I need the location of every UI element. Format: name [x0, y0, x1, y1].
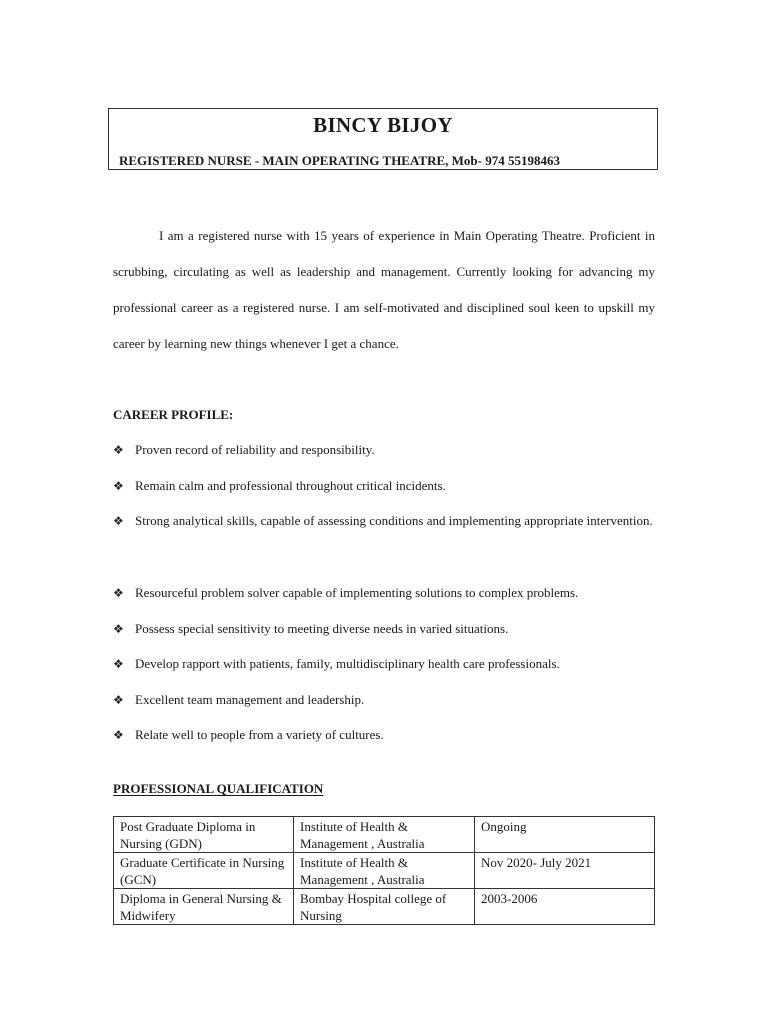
table-cell-period: 2003-2006	[475, 889, 655, 925]
diamond-bullet-icon: ❖	[113, 728, 124, 742]
list-item: ❖ Excellent team management and leadership.	[113, 682, 658, 718]
summary-text: I am a registered nurse with 15 years of experience in Main Operating Theatre. Proficient in scrubbing, circulating as well as leadership and management. Currently looking for advancing my professional career as a registered nurse. I am self-motivated and disciplined soul keen to upskill my career by learning new things whenever I get a chance.	[113, 228, 655, 351]
diamond-bullet-icon: ❖	[113, 443, 124, 457]
career-profile-heading: CAREER PROFILE:	[113, 407, 234, 422]
list-item: ❖ Develop rapport with patients, family, multidisciplinary health care professionals.	[113, 646, 658, 682]
diamond-bullet-icon: ❖	[113, 514, 124, 528]
job-title-contact: REGISTERED NURSE - MAIN OPERATING THEATRE, Mob- 974 55198463	[119, 153, 560, 168]
diamond-bullet-icon: ❖	[113, 693, 124, 707]
qualification-table	[113, 816, 655, 925]
table-cell-period: Nov 2020- July 2021	[475, 853, 655, 889]
candidate-name: BINCY BIJOY	[313, 113, 453, 137]
list-item: ❖ Proven record of reliability and responsibility.	[113, 432, 658, 468]
qualification-heading: PROFESSIONAL QUALIFICATION	[113, 781, 324, 796]
diamond-bullet-icon: ❖	[113, 657, 124, 671]
list-item: ❖ Strong analytical skills, capable of assessing conditions and implementing appropriate intervention.	[113, 503, 658, 539]
table-cell-institute: Institute of Health & Management , Australia	[294, 817, 475, 853]
list-item: ❖ Resourceful problem solver capable of implementing solutions to complex problems.	[113, 575, 658, 611]
table-cell-course: Post Graduate Diploma in Nursing (GDN)	[114, 817, 294, 853]
list-item: ❖ Possess special sensitivity to meeting diverse needs in varied situations.	[113, 611, 658, 647]
diamond-bullet-icon: ❖	[113, 479, 124, 493]
list-item: ❖ Remain calm and professional throughout critical incidents.	[113, 468, 658, 504]
table-row	[114, 853, 655, 889]
table-cell-institute: Bombay Hospital college of Nursing	[294, 889, 475, 925]
table-cell-course: Diploma in General Nursing & Midwifery	[114, 889, 294, 925]
diamond-bullet-icon: ❖	[113, 586, 124, 600]
diamond-bullet-icon: ❖	[113, 622, 124, 636]
header-box	[108, 108, 658, 170]
table-cell-institute: Institute of Health & Management , Australia	[294, 853, 475, 889]
table-row	[114, 817, 655, 853]
table-cell-period: Ongoing	[475, 817, 655, 853]
list-item: ❖ Relate well to people from a variety of cultures.	[113, 717, 658, 753]
table-row	[114, 889, 655, 925]
summary-paragraph	[113, 218, 655, 362]
table-cell-course: Graduate Certificate in Nursing (GCN)	[114, 853, 294, 889]
